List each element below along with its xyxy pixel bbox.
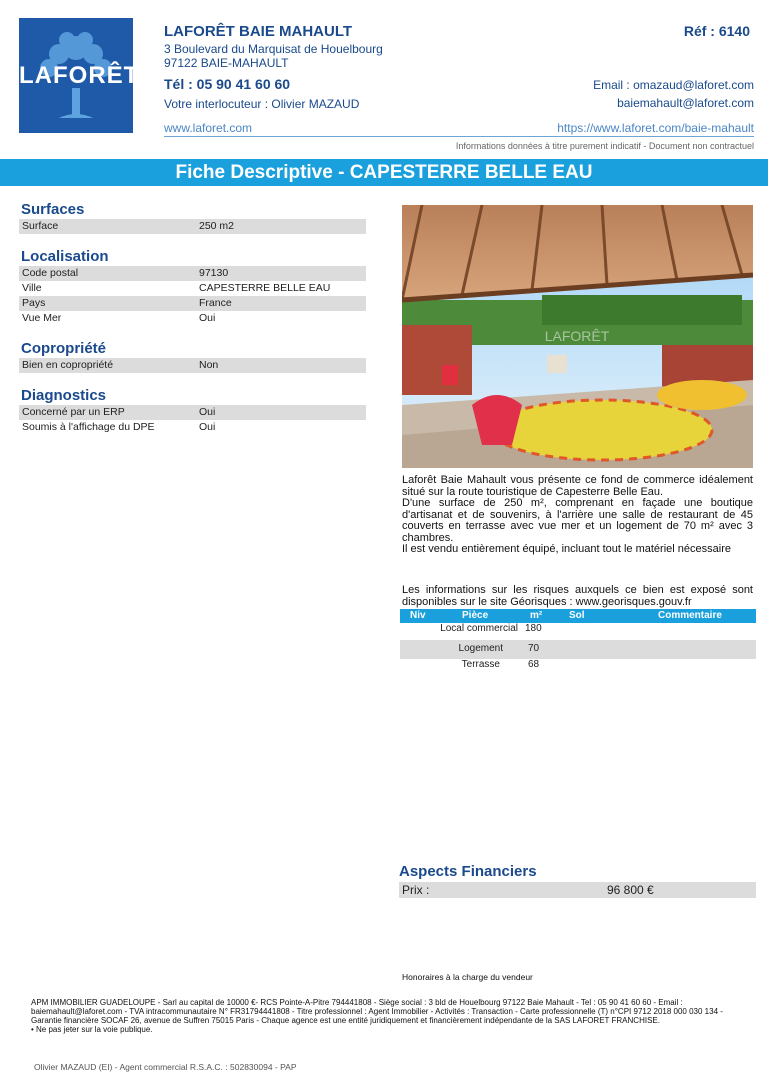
col-header-commentaire: Commentaire bbox=[658, 610, 722, 621]
room-area: 68 bbox=[528, 659, 540, 670]
legal-note: • Ne pas jeter sur la voie publique. bbox=[31, 1025, 153, 1034]
row-label: Bien en copropriété bbox=[22, 359, 114, 371]
property-description bbox=[402, 475, 753, 556]
row-label: Concerné par un ERP bbox=[22, 406, 125, 418]
email-agency[interactable]: baiemahault@laforet.com bbox=[617, 96, 754, 110]
table-row bbox=[19, 420, 366, 435]
address-line-2: 97122 BAIE-MAHAULT bbox=[164, 56, 289, 70]
room-name: Local commercial bbox=[440, 623, 518, 634]
row-value: Non bbox=[199, 359, 219, 371]
row-value: Oui bbox=[199, 421, 216, 433]
table-row bbox=[19, 296, 366, 311]
price-value: 96 800 € bbox=[607, 883, 654, 897]
table-row bbox=[19, 219, 366, 234]
col-header-m2: m² bbox=[530, 610, 543, 621]
risk-information: Les informations sur les risques auxquels ce bien est exposé sont disponibles sur le site Géorisques : www.georisques.gouv.fr bbox=[402, 584, 753, 608]
agency-logo bbox=[19, 18, 140, 133]
photo-watermark: LAFORÊT bbox=[544, 328, 610, 344]
col-header-piece: Pièce bbox=[462, 610, 489, 621]
section-title-copropriete: Copropriété bbox=[21, 340, 107, 357]
row-value: Oui bbox=[199, 312, 216, 324]
contact-person: Votre interlocuteur : Olivier MAZAUD bbox=[164, 97, 360, 111]
fees-note: Honoraires à la charge du vendeur bbox=[402, 972, 533, 982]
reference-number: Réf : 6140 bbox=[683, 23, 750, 39]
row-value: 250 m2 bbox=[199, 220, 235, 232]
section-title-finance: Aspects Financiers bbox=[399, 863, 537, 880]
legal-text: APM IMMOBILIER GUADELOUPE - Sarl au capital de 10000 €- RCS Pointe-A-Pitre 794441808 - Siège social : 3 bld de Houelbourg 97122 Baie Mahault - Tel : 05 90 41 60 60 - Email : baiemahault@laforet.com - TVA intracommunautaire N° FR31794441808 - Titre professionnel : Agent Immobilier - Activités : Transaction - Carte professionnelle (T) n°CPI 9712 2018 000 030 134 - Garantie financière SOCAF 26, avenue de Suffren 75015 Paris - Chaque agence est une entité juridiquement et financièrement indépendante de la SAS LAFORET FRANCHISE. bbox=[31, 998, 723, 1025]
agent-info: Olivier MAZAUD (EI) - Agent commercial R.S.A.C. : 502830094 - PAP bbox=[34, 1062, 297, 1072]
row-label: Surface bbox=[22, 220, 59, 232]
col-header-niv: Niv bbox=[410, 610, 426, 621]
section-title-diagnostics: Diagnostics bbox=[21, 387, 107, 404]
price-label: Prix : bbox=[402, 883, 430, 897]
description-paragraph: Il est vendu entièrement équipé, incluant tout le matériel nécessaire bbox=[402, 543, 731, 555]
room-name: Logement bbox=[458, 643, 503, 654]
table-row bbox=[19, 405, 366, 420]
table-row bbox=[19, 281, 366, 296]
description-paragraph: D'une surface de 250 m², comprenant en façade une boutique d'artisanat et de souvenirs, à l'arrière une salle de restaurant de 45 couverts en terrasse avec vue mer et un logement de 70 m² avec 3 chambres. bbox=[402, 497, 753, 544]
table-row bbox=[19, 311, 366, 326]
room-name: Terrasse bbox=[461, 659, 500, 670]
title-banner bbox=[0, 159, 768, 186]
row-value: Oui bbox=[199, 406, 216, 418]
row-label: Ville bbox=[22, 282, 42, 294]
description-paragraph: Laforêt Baie Mahault vous présente ce fond de commerce idéalement situé sur la route touristique de Capesterre Belle Eau. bbox=[402, 474, 753, 498]
table-row bbox=[19, 358, 366, 373]
row-value: France bbox=[199, 297, 232, 309]
disclaimer: Informations données à titre purement indicatif - Document non contractuel bbox=[455, 141, 754, 151]
row-value: CAPESTERRE BELLE EAU bbox=[199, 282, 331, 294]
header-divider bbox=[164, 136, 754, 137]
agency-name: LAFORÊT BAIE MAHAULT bbox=[164, 23, 353, 40]
row-label: Vue Mer bbox=[22, 312, 62, 324]
logo-text: LAFORÊT bbox=[19, 62, 140, 89]
email-contact[interactable]: Email : omazaud@laforet.com bbox=[593, 78, 754, 92]
table-row bbox=[400, 620, 756, 639]
property-photo bbox=[402, 205, 753, 468]
agency-url-link[interactable]: https://www.laforet.com/baie-mahault bbox=[557, 121, 754, 135]
col-header-sol: Sol bbox=[569, 610, 585, 621]
row-label: Pays bbox=[22, 297, 46, 309]
agency-phone: Tél : 05 90 41 60 60 bbox=[164, 76, 291, 92]
price-row bbox=[399, 882, 756, 898]
row-label: Code postal bbox=[22, 267, 79, 279]
address-line-1: 3 Boulevard du Marquisat de Houelbourg bbox=[164, 42, 383, 56]
room-area: 70 bbox=[528, 643, 540, 654]
website-link[interactable]: www.laforet.com bbox=[164, 121, 253, 135]
row-label: Soumis à l'affichage du DPE bbox=[22, 421, 155, 433]
legal-footer bbox=[31, 998, 741, 1034]
section-title-localisation: Localisation bbox=[21, 248, 109, 265]
table-row bbox=[19, 266, 366, 281]
row-value: 97130 bbox=[199, 267, 229, 279]
room-area: 180 bbox=[525, 623, 542, 634]
table-row bbox=[400, 656, 756, 675]
page-title: Fiche Descriptive - CAPESTERRE BELLE EAU bbox=[175, 162, 593, 183]
section-title-surfaces: Surfaces bbox=[21, 201, 85, 218]
